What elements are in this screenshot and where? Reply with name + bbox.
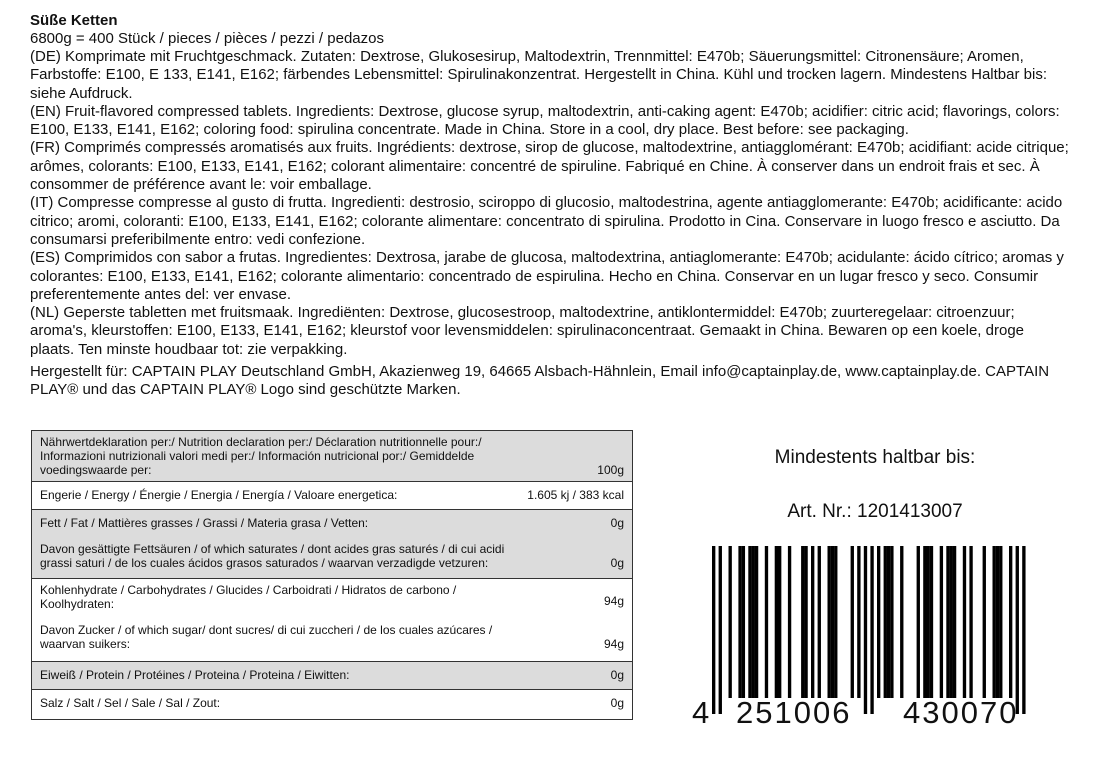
- nutrition-label: Kohlenhydrate / Carbohydrates / Glucides / Carboidrati / Hidratos de carbono / Koolhydraten:: [40, 583, 457, 611]
- manufacturer-info: Hergestellt für: CAPTAIN PLAY Deutschland GmbH, Akazienweg 19, 64665 Alsbach-Hähnlein, Email info@captainplay.de, www.captainplay.de. CAPTAIN PLAY® und das CAPTAIN PLAY® Logo sind geschützte Marken.: [30, 363, 1050, 399]
- barcode-bar: [801, 546, 804, 698]
- barcode-bar: [963, 546, 966, 698]
- barcode-bar: [1016, 546, 1019, 714]
- nutrition-row-saturates: [32, 542, 633, 579]
- barcode-bar: [940, 546, 943, 698]
- barcode-bar: [887, 546, 890, 698]
- description-en: (EN) Fruit-flavored compressed tablets. Ingredients: Dextrose, glucose syrup, maltodextrin, anti-caking agent: E470b; acidifier: citric acid; flavorings, colors: E100, E133, E141, E162; coloring food: spirulina concentrate. Made in China. Store in a cool, dry place. Best before: see packaging.: [30, 102, 1060, 139]
- barcode-bar: [1022, 546, 1025, 714]
- barcode-bar: [870, 546, 873, 714]
- nutrition-label: Salz / Salt / Sel / Sale / Sal / Zout:: [40, 696, 221, 710]
- barcode-bar: [834, 546, 837, 698]
- nutrition-value: 0g: [610, 696, 624, 710]
- barcode-bar: [917, 546, 920, 698]
- nutrition-header-label: Nährwertdeklaration per:/ Nutrition declaration per:/ Déclaration nutritionnelle pour:/ Informazioni nutrizionali valori medi per:/ Información nutricional por:/ Gemiddelde voedingswaarde per:: [40, 435, 482, 477]
- barcode-bar: [719, 546, 722, 714]
- barcode-bar: [969, 546, 972, 698]
- barcode-bar: [884, 546, 887, 698]
- barcode-bar: [775, 546, 778, 698]
- nutrition-value: 1.605 kj / 383 kcal: [527, 488, 624, 502]
- nutrition-header-row: [32, 431, 633, 482]
- description-nl: (NL) Geperste tabletten met fruitsmaak. Ingrediënten: Dextrose, glucosestroop, maltodextrine, antiklontermiddel: E470b; zuurteregelaar: citroenzuur; aroma's, kleurstoffen: E100, E133, E141, E162; kleurstof voor levensmiddelen: spirulinaconcentraat. Gemaakt in China. Bewaren op een koele, droge plaats. Ten minste houdbaar tot: zie verpakking.: [30, 304, 1025, 358]
- barcode-left-digits: 251006: [736, 695, 852, 730]
- barcode-bar: [900, 546, 903, 698]
- barcode-first-digit: 4: [692, 695, 712, 730]
- barcode-bar: [864, 546, 867, 714]
- barcode-right-digits: 430070: [903, 695, 1019, 730]
- barcode-bar: [993, 546, 996, 698]
- nutrition-label: Davon gesättigte Fettsäuren / of which saturates / dont acides gras saturés / di cui acidi grassi saturi / de los cuales ácidos grasos saturados / waarvan verzadigde vetzuren:: [40, 542, 505, 570]
- barcode-bar: [788, 546, 791, 698]
- nutrition-value: 0g: [610, 516, 624, 530]
- barcode-bar: [996, 546, 999, 698]
- product-quantity: 6800g = 400 Stück / pieces / pièces / pezzi / pedazos: [30, 30, 384, 47]
- barcode-bar: [877, 546, 880, 698]
- barcode-bar: [804, 546, 807, 698]
- barcode-bar: [851, 546, 854, 698]
- barcode-bar: [923, 546, 926, 698]
- product-title: Süße Ketten: [30, 12, 118, 29]
- barcode-bar: [712, 546, 715, 714]
- barcode-bar: [857, 546, 860, 698]
- barcode-bar: [818, 546, 821, 698]
- nutrition-value: 0g: [610, 668, 624, 682]
- barcode-bar: [983, 546, 986, 698]
- barcode-bar: [1009, 546, 1012, 698]
- nutrition-label: Davon Zucker / of which sugar/ dont sucres/ di cui zuccheri / de los cuales azúcares / waarvan suikers:: [40, 623, 493, 651]
- barcode-bar: [953, 546, 956, 698]
- best-before-label: Mindestents haltbar bis:: [774, 447, 976, 468]
- nutrition-label: Engerie / Energy / Énergie / Energia / Energía / Valoare energetica:: [40, 488, 398, 502]
- barcode-bar: [811, 546, 814, 698]
- barcode-bar: [927, 546, 930, 698]
- barcode-bar: [778, 546, 781, 698]
- description-it: (IT) Compresse compresse al gusto di frutta. Ingredienti: destrosio, sciroppo di glucosio, maltodestrina, agente antiagglomerante: E470b; acidificante: acido citrico; aromi, coloranti: E100, E133, E141, E162; colorante alimentare: concentrato di spirulina. Prodotto in Cina. Conservare in luogo fresco e asciutto. Da consumarsi preferibilmente entro: vedi confezione.: [30, 194, 1063, 248]
- description-de: (DE) Komprimate mit Fruchtgeschmack. Zutaten: Dextrose, Glukosesirup, Maltodextrin, Trennmittel: E470b; Säuerungsmittel: Citronensäure; Aromen, Farbstoffe: E100, E 133, E141, E162; färbendes Lebensmittel: Spirulinakonzentrat. Hergestellt in China. Kühl und trocken lagern. Mindestens Haltbar bis: siehe Aufdruck.: [30, 48, 1047, 102]
- nutrition-value: 94g: [603, 594, 624, 608]
- barcode-bar: [999, 546, 1002, 698]
- nutrition-row-energy: [32, 482, 633, 510]
- description-es: (ES) Comprimidos con sabor a frutas. Ingredientes: Dextrosa, jarabe de glucosa, maltodextrina, antiaglomerante: E470b; acidulante: ácido cítrico; aromas y colorantes: E100, E133, E141, E162; colorante alimentario: concentrado de espirulina. Hecho en China. Conservar en un lugar fresco y seco. Consumir preferentemente antes del: ver envase.: [30, 249, 1064, 303]
- nutrition-label: Eiweiß / Protein / Protéines / Proteina / Proteina / Eiwitten:: [40, 668, 350, 682]
- nutrition-row-protein: [32, 662, 633, 690]
- barcode-bar: [742, 546, 745, 698]
- nutrition-value: 94g: [603, 637, 624, 651]
- barcode-bar: [890, 546, 893, 698]
- description-fr: (FR) Comprimés compressés aromatisés aux fruits. Ingrédients: dextrose, sirop de glucose, maltodextrine, antiagglomérant: E470b; acidifiant: acide citrique; arômes, colorants: E100, E133, E141, E162; colorant alimentaire: concentré de spiruline. Fabriqué en Chine. À conserver dans un endroit frais et sec. À consommer de préférence avant le: voir emballage.: [30, 139, 1069, 194]
- barcode-bar: [748, 546, 751, 698]
- nutrition-row-carbohydrates: [32, 579, 633, 624]
- nutrition-label: Fett / Fat / Mattières grasses / Grassi / Materia grasa / Vetten:: [40, 516, 369, 530]
- barcode-bar: [831, 546, 834, 698]
- nutrition-row-sugar: [32, 623, 633, 662]
- barcode-bar: [930, 546, 933, 698]
- barcode-bar: [946, 546, 949, 698]
- barcode-bar: [755, 546, 758, 698]
- nutrition-row-fat: [32, 510, 633, 543]
- nutrition-row-salt: [32, 690, 633, 720]
- barcode-bar: [752, 546, 755, 698]
- barcode-bar: [765, 546, 768, 698]
- barcode-bar: [828, 546, 831, 698]
- label-text-block: [30, 12, 1070, 400]
- nutrition-table: [31, 430, 633, 720]
- barcode-bar: [950, 546, 953, 698]
- barcode-bar: [738, 546, 741, 698]
- article-number: Art. Nr.: 1201413007: [787, 501, 963, 522]
- nutrition-value: 0g: [610, 556, 624, 570]
- product-code-block: [690, 444, 1060, 524]
- barcode-bar: [729, 546, 732, 698]
- nutrition-header-value: 100g: [597, 463, 624, 477]
